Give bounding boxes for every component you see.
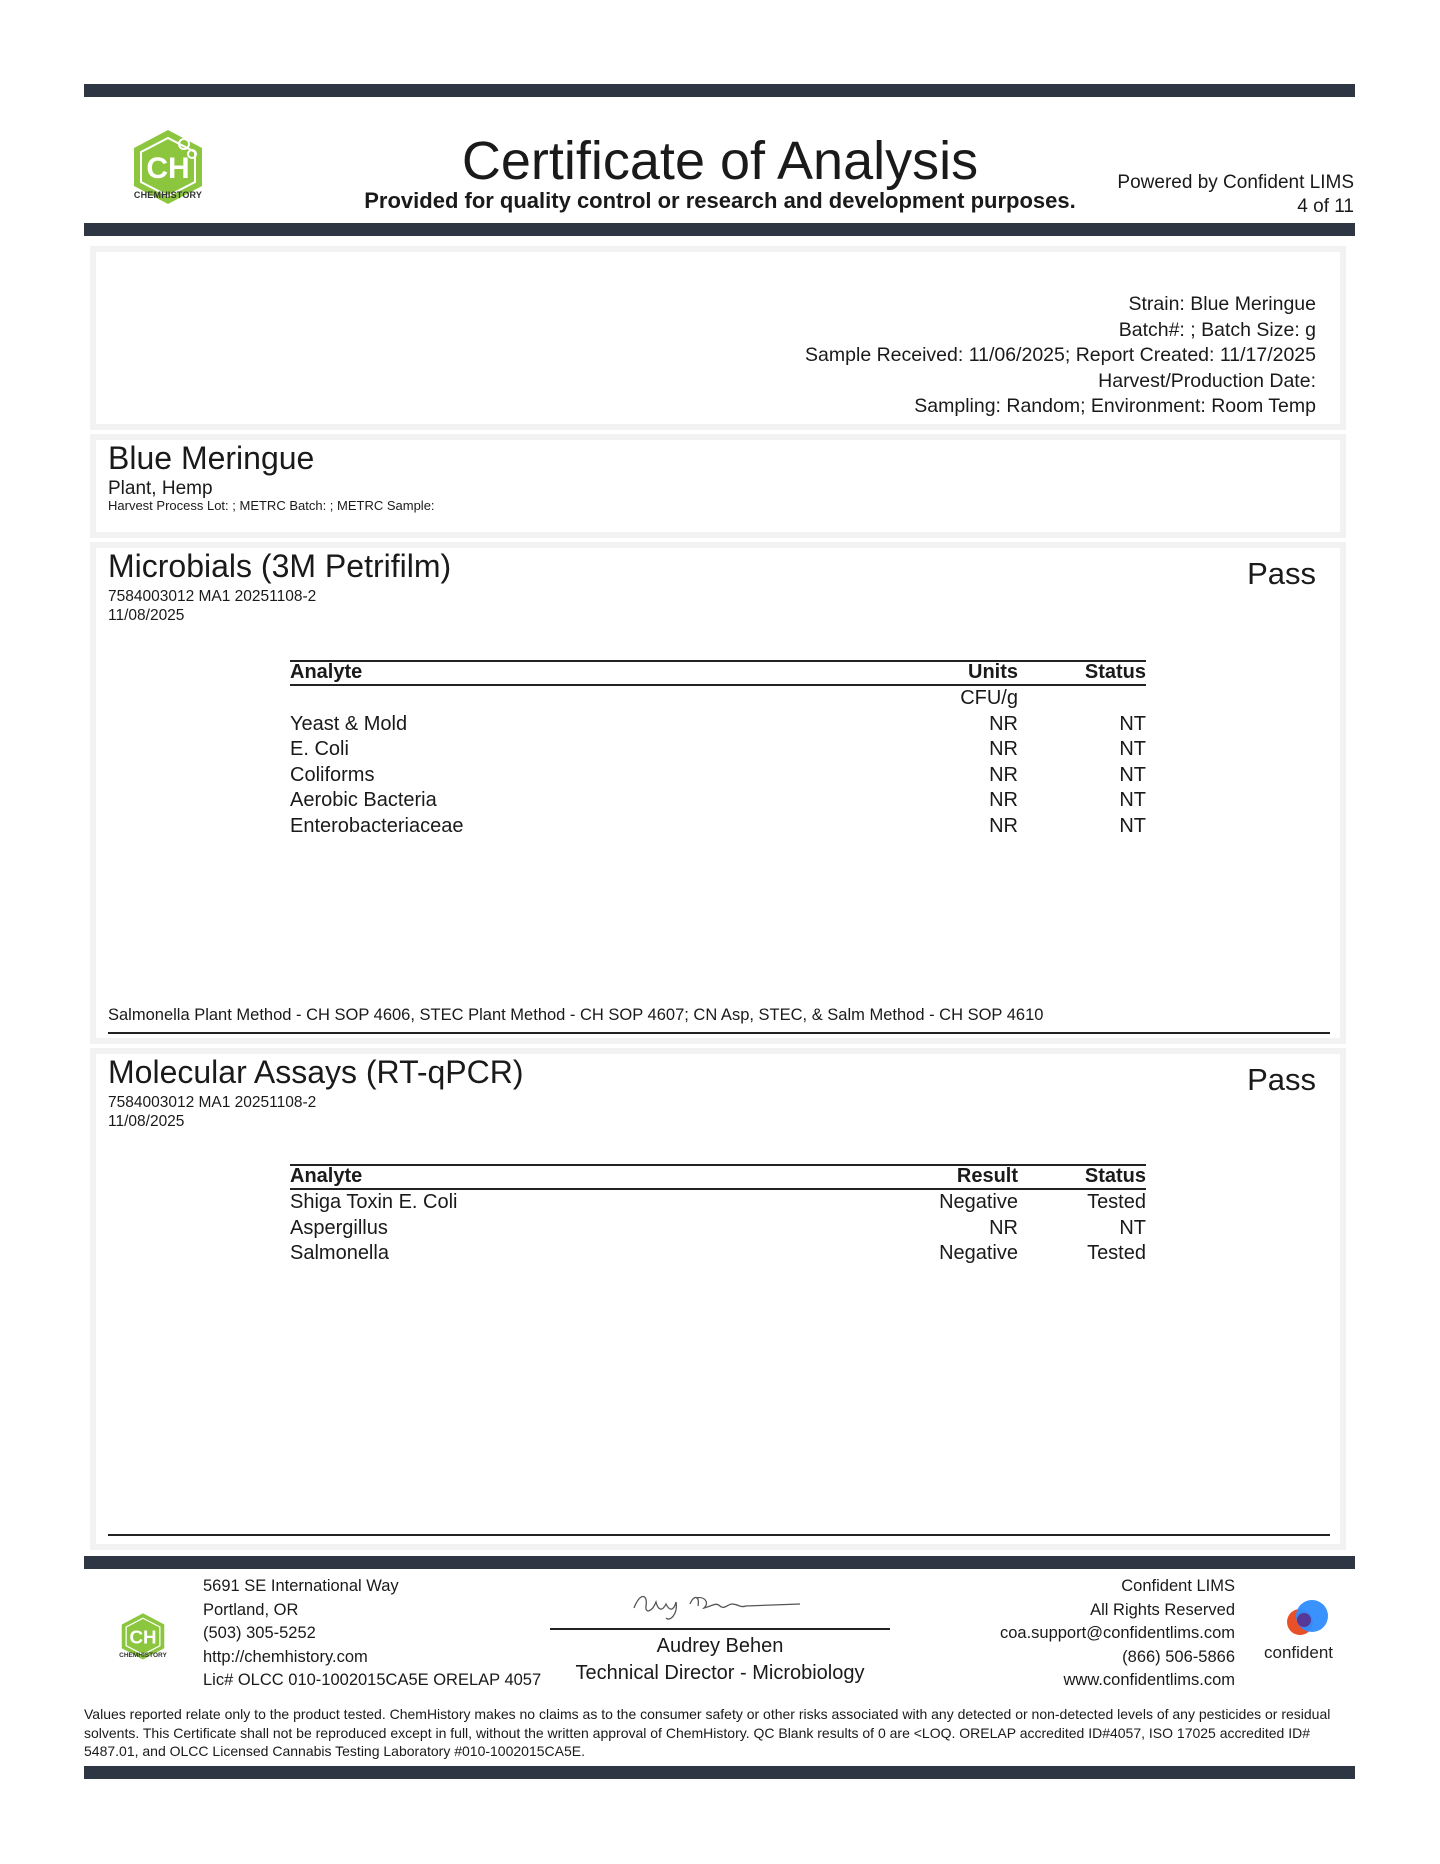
table-row [290, 764, 1146, 789]
signature-image [630, 1584, 810, 1624]
footer-logo-wordmark: CHEMHISTORY [119, 1652, 167, 1659]
section-title: Molecular Assays (RT-qPCR) [108, 1054, 524, 1090]
unit-label: CFU/g [960, 687, 1018, 709]
top-bar [84, 84, 1355, 97]
table-row [290, 687, 1146, 712]
disclaimer: Values reported relate only to the product tested. ChemHistory makes no claims as to the consumer safety or other risks associated with any detected or non-detected levels of any pesticides or residual solvents. This Certificate shall not be reproduced except in full, without the written approval of ChemHistory. QC Blank results of 0 are <LOQ. ORELAP accredited ID#4057, ISO 17025 accredited ID# 5487.01, and OLCC Licensed Cannabis Testing Laboratory #010-1002015CA5E. [84, 1706, 1331, 1759]
cell-analyte: Aspergillus [290, 1216, 388, 1239]
header-units: Units [968, 661, 1018, 683]
address-phone: (503) 305-5252 [203, 1624, 316, 1643]
page-title: Certificate of Analysis [461, 131, 979, 191]
cell-status: Tested [1087, 1242, 1146, 1264]
table-rule [290, 1188, 1146, 1190]
signature-rule [550, 1628, 890, 1630]
section-result: Pass [1247, 556, 1316, 591]
svg-text:CH: CH [129, 1626, 157, 1648]
footer-bar [84, 1556, 1355, 1569]
table-row [290, 789, 1146, 814]
address-city: Portland, OR [203, 1600, 299, 1619]
cell-analyte: E. Coli [290, 738, 349, 760]
table-rule [290, 684, 1146, 686]
cell-result: NR [989, 1216, 1018, 1239]
cell-analyte: Salmonella [290, 1242, 389, 1264]
table-row [290, 738, 1146, 763]
signer-block [540, 1633, 900, 1687]
cell-units: NR [989, 814, 1018, 837]
confident-website[interactable]: www.confidentlims.com [1063, 1671, 1235, 1690]
cell-analyte: Coliforms [290, 763, 375, 786]
confident-contact [1000, 1575, 1235, 1693]
cell-status: NT [1119, 814, 1146, 837]
header-result: Result [956, 1165, 1018, 1187]
cell-status: NT [1119, 789, 1146, 811]
signer-name: Audrey Behen [656, 1635, 784, 1657]
sampling-line: Sampling: Random; Environment: Room Temp [914, 395, 1316, 417]
confident-phone: (866) 506-5866 [1122, 1647, 1235, 1666]
svg-text:CH: CH [146, 152, 190, 185]
page-subtitle: Provided for quality control or research and development purposes. [364, 188, 1076, 213]
header-bar [84, 223, 1355, 236]
page-number: 4 of 11 [1297, 196, 1354, 217]
sample-panel [96, 440, 1340, 532]
table-header [290, 661, 1146, 686]
cell-status: NT [1119, 763, 1146, 786]
cell-analyte: Enterobacteriaceae [290, 814, 464, 837]
table-row [290, 1191, 1146, 1216]
header-analyte: Analyte [290, 1165, 363, 1187]
address-license: Lic# OLCC 010-1002015CA5E ORELAP 4057 [203, 1671, 542, 1690]
section-id: 7584003012 MA1 20251108-2 [108, 1094, 317, 1111]
cell-analyte: Yeast & Mold [290, 712, 408, 735]
cell-units: NR [989, 738, 1018, 760]
table-row [290, 1242, 1146, 1267]
logo-wordmark: CHEMHISTORY [133, 190, 203, 200]
address-line: 5691 SE International Way [203, 1577, 399, 1595]
sample-name: Blue Meringue [108, 440, 315, 476]
bottom-bar [84, 1766, 1355, 1779]
cell-status: NT [1119, 738, 1146, 760]
table-row [290, 1217, 1146, 1242]
cell-status: NT [1119, 712, 1146, 735]
strain-line: Strain: Blue Meringue [1128, 293, 1316, 315]
section-id: 7584003012 MA1 20251108-2 [108, 588, 317, 605]
confident-wordmark: confident [1264, 1643, 1333, 1662]
cell-units: NR [989, 789, 1018, 811]
cell-result: Negative [939, 1191, 1018, 1213]
method-note: Salmonella Plant Method - CH SOP 4606, STEC Plant Method - CH SOP 4607; CN Asp, STEC, & Salm Method - CH SOP 4610 [108, 1006, 1044, 1024]
header-status: Status [1084, 1165, 1146, 1187]
batch-line: Batch#: ; Batch Size: g [1118, 318, 1316, 341]
sample-type: Plant, Hemp [108, 478, 213, 499]
cell-units: NR [989, 763, 1018, 786]
sample-info-panel [96, 252, 1340, 424]
section-rule [108, 1534, 1330, 1536]
cell-status: NT [1119, 1216, 1146, 1239]
address-website[interactable]: http://chemhistory.com [203, 1647, 368, 1666]
table-row [290, 713, 1146, 738]
cell-units: NR [989, 712, 1018, 735]
cell-result: Negative [939, 1242, 1018, 1264]
molecular-section [96, 1054, 1340, 1544]
cell-status: Tested [1087, 1191, 1146, 1213]
confident-name: Confident LIMS [1121, 1577, 1235, 1595]
header-status: Status [1084, 661, 1146, 683]
confident-rights: All Rights Reserved [1090, 1600, 1235, 1619]
sample-meta: Harvest Process Lot: ; METRC Batch: ; METRC Sample: [108, 498, 435, 513]
section-result: Pass [1247, 1062, 1316, 1097]
table-header [290, 1165, 1146, 1190]
section-title: Microbials (3M Petrifilm) [108, 548, 452, 584]
cell-analyte: Aerobic Bacteria [290, 789, 437, 811]
harvest-line: Harvest/Production Date: [1098, 369, 1316, 392]
section-date: 11/08/2025 [108, 607, 185, 624]
powered-by: Powered by Confident LIMS [1117, 172, 1354, 193]
signer-title: Technical Director - Microbiology [575, 1662, 865, 1684]
confident-email[interactable]: coa.support@confidentlims.com [999, 1624, 1235, 1643]
section-date: 11/08/2025 [108, 1113, 185, 1130]
header-analyte: Analyte [290, 661, 363, 683]
table-row [290, 815, 1146, 840]
confident-logo-icon [1280, 1596, 1332, 1640]
lab-address [203, 1575, 541, 1693]
cell-analyte: Shiga Toxin E. Coli [290, 1191, 458, 1213]
section-rule [108, 1032, 1330, 1034]
microbials-section [96, 548, 1340, 1038]
dates-line: Sample Received: 11/06/2025; Report Created: 11/17/2025 [805, 344, 1316, 366]
